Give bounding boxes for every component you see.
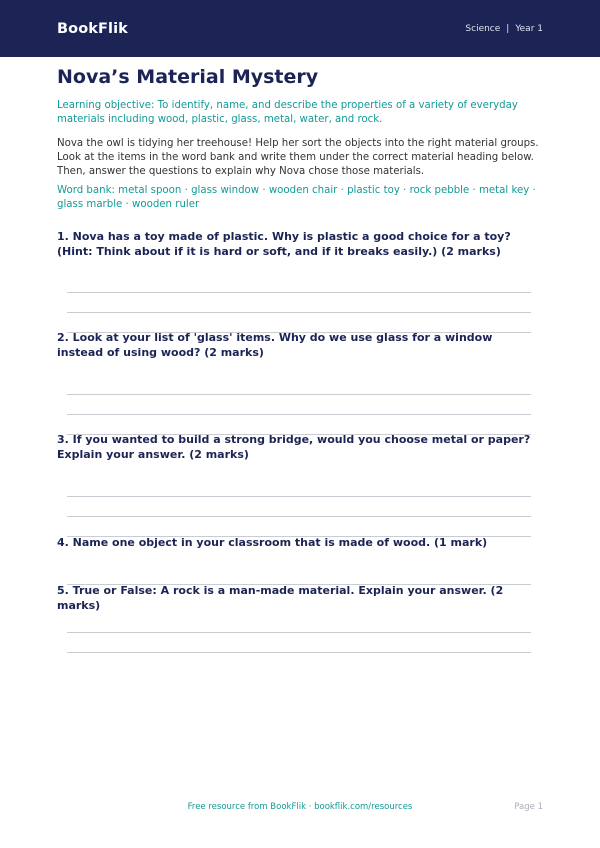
answer-line[interactable]: [67, 394, 531, 395]
question-5: 5. True or False: A rock is a man-made material. Explain your answer. (2 marks): [57, 584, 504, 612]
question-2: 2. Look at your list of 'glass' items. Why do we use glass for a window instead of using wood? (2 marks): [57, 331, 493, 359]
page-header: [0, 0, 600, 57]
answer-line[interactable]: [67, 292, 531, 293]
question-1: 1. Nova has a toy made of plastic. Why is plastic a good choice for a toy? (Hint: Think about if it is hard or soft, and if it breaks easily.) (2 marks): [57, 230, 511, 258]
answer-line[interactable]: [67, 652, 531, 653]
brand-logo-text: BookFlik: [57, 20, 128, 37]
answer-line[interactable]: [67, 312, 531, 313]
word-bank: Word bank: metal spoon · glass window · wooden chair · plastic toy · rock pebble · metal key · glass marble · wooden ruler: [57, 185, 536, 210]
year-label: Year 1: [515, 23, 543, 34]
page-title: Nova’s Material Mystery: [57, 66, 319, 88]
intro-text: Nova the owl is tidying her treehouse! Help her sort the objects into the right material groups. Look at the items in the word bank and write them under the correct material heading below. Then, answer the questions to explain why Nova chose those materials.: [57, 138, 539, 177]
separator: |: [506, 23, 510, 34]
answer-line[interactable]: [67, 414, 531, 415]
subject-year-label: [465, 24, 543, 34]
page-number: Page 1: [514, 802, 543, 812]
learning-objective: Learning objective: To identify, name, and describe the properties of a variety of everyday materials including wood, plastic, glass, metal, water, and rock.: [57, 100, 518, 125]
question-3: 3. If you wanted to build a strong bridge, would you choose metal or paper? Explain your answer. (2 marks): [57, 433, 531, 461]
answer-line[interactable]: [67, 496, 531, 497]
subject-label: Science: [465, 23, 501, 34]
answer-line[interactable]: [67, 632, 531, 633]
question-4: 4. Name one object in your classroom that is made of wood. (1 mark): [57, 536, 488, 549]
footer-resource-link[interactable]: Free resource from BookFlik · bookflik.com/resources: [187, 802, 413, 812]
answer-line[interactable]: [67, 516, 531, 517]
